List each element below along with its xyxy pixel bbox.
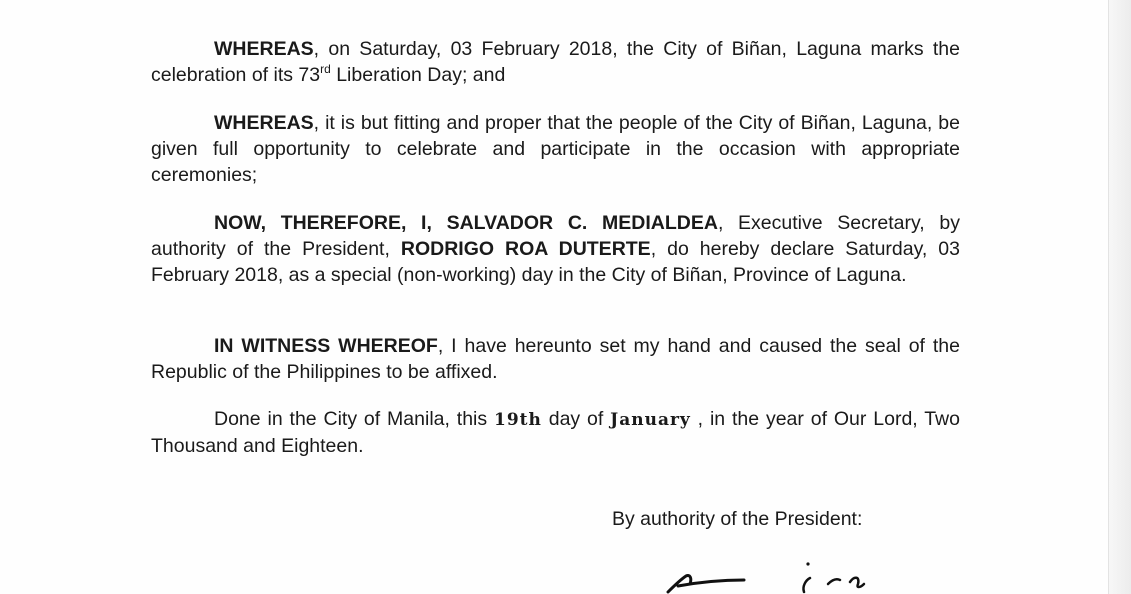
whereas-lead-1: WHEREAS <box>214 38 314 60</box>
whereas-text-1b: Liberation Day; and <box>330 64 506 86</box>
whereas-paragraph-1 <box>151 36 960 88</box>
done-text-b: day of <box>541 408 611 430</box>
whereas-text-1a: , on Saturday, 03 February 2018, the City of Biñan, Laguna marks the celebration of its 73 <box>151 38 960 86</box>
whereas-paragraph-2 <box>151 110 960 188</box>
declaration-lead: NOW, THEREFORE, I, SALVADOR C. MEDIALDEA <box>214 212 718 234</box>
typed-month: January <box>610 410 691 430</box>
done-paragraph <box>151 406 960 459</box>
signature-mark <box>660 556 890 594</box>
ordinal-suffix: rd <box>320 62 331 76</box>
whereas-text-2: , it is but fitting and proper that the people of the City of Biñan, Laguna, be given full opportunity to celebrate and participate in the occasion with appropriate ceremonies; <box>151 112 960 186</box>
witness-lead: IN WITNESS WHEREOF <box>214 335 438 357</box>
authority-line: By authority of the President: <box>612 508 863 530</box>
declaration-text-a: , Executive Secretary, by authority of the President, <box>151 212 960 260</box>
witness-text: , I have hereunto set my hand and caused the seal of the Republic of the Philippines to be affixed. <box>151 335 960 383</box>
page-edge <box>1108 0 1131 594</box>
witness-paragraph <box>151 333 960 385</box>
declaration-text-b: , do hereby declare Saturday, 03 February 2018, as a special (non-working) day in the City of Biñan, Province of Laguna. <box>151 238 960 286</box>
president-name: RODRIGO ROA DUTERTE <box>400 238 651 260</box>
typed-day: 19th <box>494 410 542 430</box>
done-text-a: Done in the City of Manila, this <box>214 408 494 430</box>
whereas-lead-2: WHEREAS <box>214 112 314 134</box>
declaration-paragraph <box>151 210 960 288</box>
done-text-c: , in the year of Our Lord, Two Thousand and Eighteen. <box>151 408 960 457</box>
